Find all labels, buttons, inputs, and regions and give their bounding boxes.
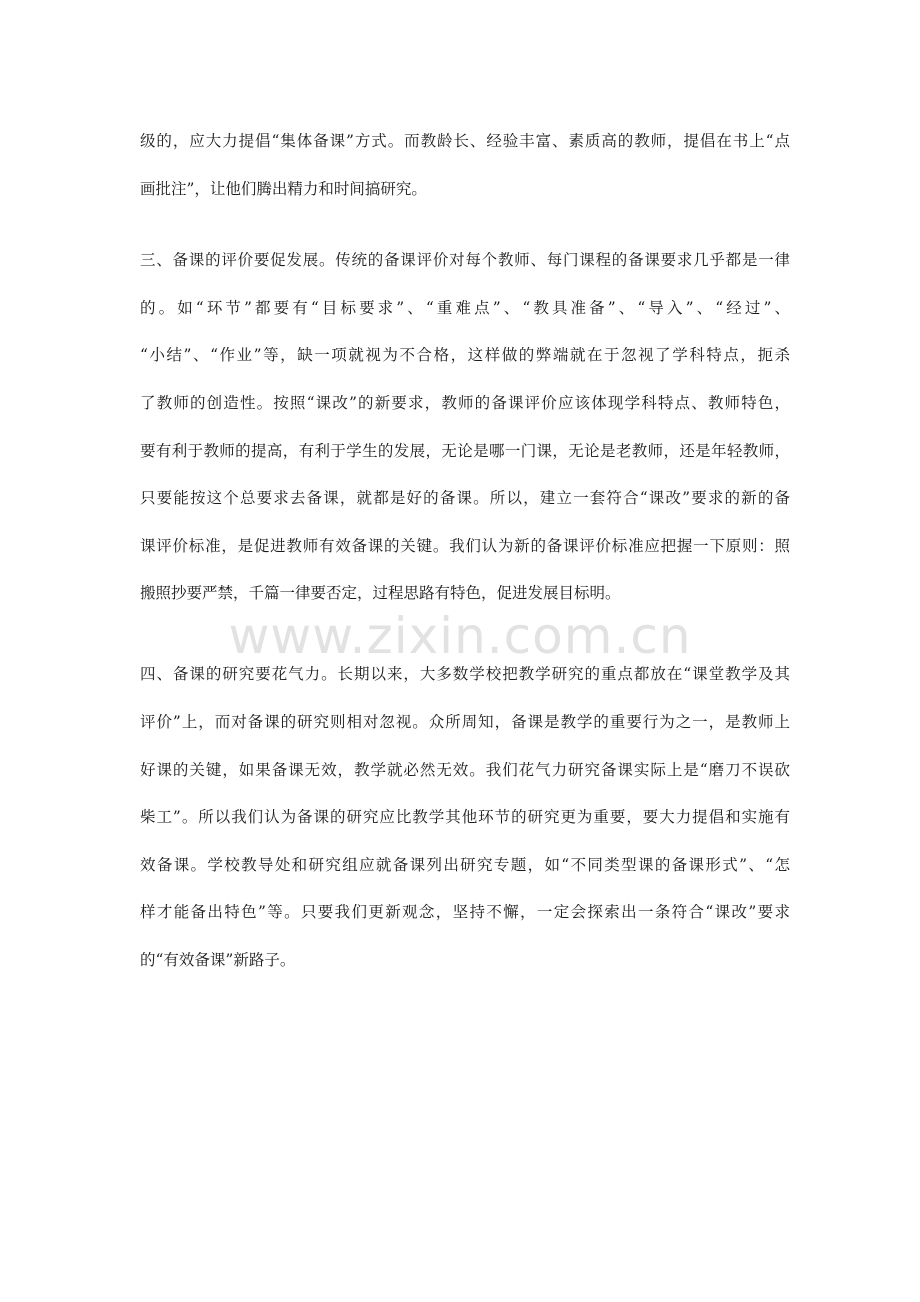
intro-line-1: 级的，应大力提倡“集体备课”方式。而教龄长、经验丰富、素质高的教师，提倡在书上“点 xyxy=(140,132,790,150)
section3-line-3: “小结”、“作业”等，缺一项就视为不合格，这样做的弊端就在于忽视了学科特点，扼杀 xyxy=(140,346,790,364)
section3-line-6: 只要能按这个总要求去备课，就都是好的备课。所以，建立一套符合“课改”要求的新的备 xyxy=(140,489,790,507)
section3-line-1: 三、备课的评价要促发展。传统的备课评价对每个教师、每门课程的备课要求几乎都是一律 xyxy=(140,251,790,269)
section3-line-2: 的。如“环节”都要有“目标要求”、“重难点”、“教具准备”、“导入”、“经过”、 xyxy=(140,299,790,317)
section4-line-6: 样才能备出特色”等。只要我们更新观念，坚持不懈，一定会探索出一条符合“课改”要求 xyxy=(140,903,790,921)
section4-line-4: 柴工”。所以我们认为备课的研究应比教学其他环节的研究更为重要，要大力提倡和实施有 xyxy=(140,808,790,826)
intro-line-2: 画批注”，让他们腾出精力和时间搞研究。 xyxy=(140,180,427,198)
section3-line-8: 搬照抄要严禁，千篇一律要否定，过程思路有特色，促进发展目标明。 xyxy=(140,584,621,602)
section4-line-2: 评价”上，而对备课的研究则相对忽视。众所周知，备课是教学的重要行为之一，是教师上 xyxy=(140,713,790,731)
watermark-text: www.zixin.com.cn xyxy=(228,607,692,665)
section4-line-5: 效备课。学校教导处和研究组应就备课列出研究专题，如“不同类型课的备课形式”、“怎 xyxy=(140,856,790,874)
section3-line-7: 课评价标准，是促进教师有效备课的关键。我们认为新的备课评价标准应把握一下原则：照 xyxy=(140,537,790,555)
section3-line-5: 要有利于教师的提高，有利于学生的发展，无论是哪一门课，无论是老教师，还是年轻教师， xyxy=(140,442,790,460)
section4-line-1: 四、备课的研究要花气力。长期以来，大多数学校把教学研究的重点都放在“课堂教学及其 xyxy=(140,665,790,683)
section4-line-3: 好课的关键，如果备课无效，教学就必然无效。我们花气力研究备课实际上是“磨刀不误砍 xyxy=(140,761,790,779)
section3-line-4: 了教师的创造性。按照“课改”的新要求，教师的备课评价应该体现学科特点、教师特色， xyxy=(140,394,790,412)
section4-line-7: 的“有效备课”新路子。 xyxy=(140,951,296,969)
